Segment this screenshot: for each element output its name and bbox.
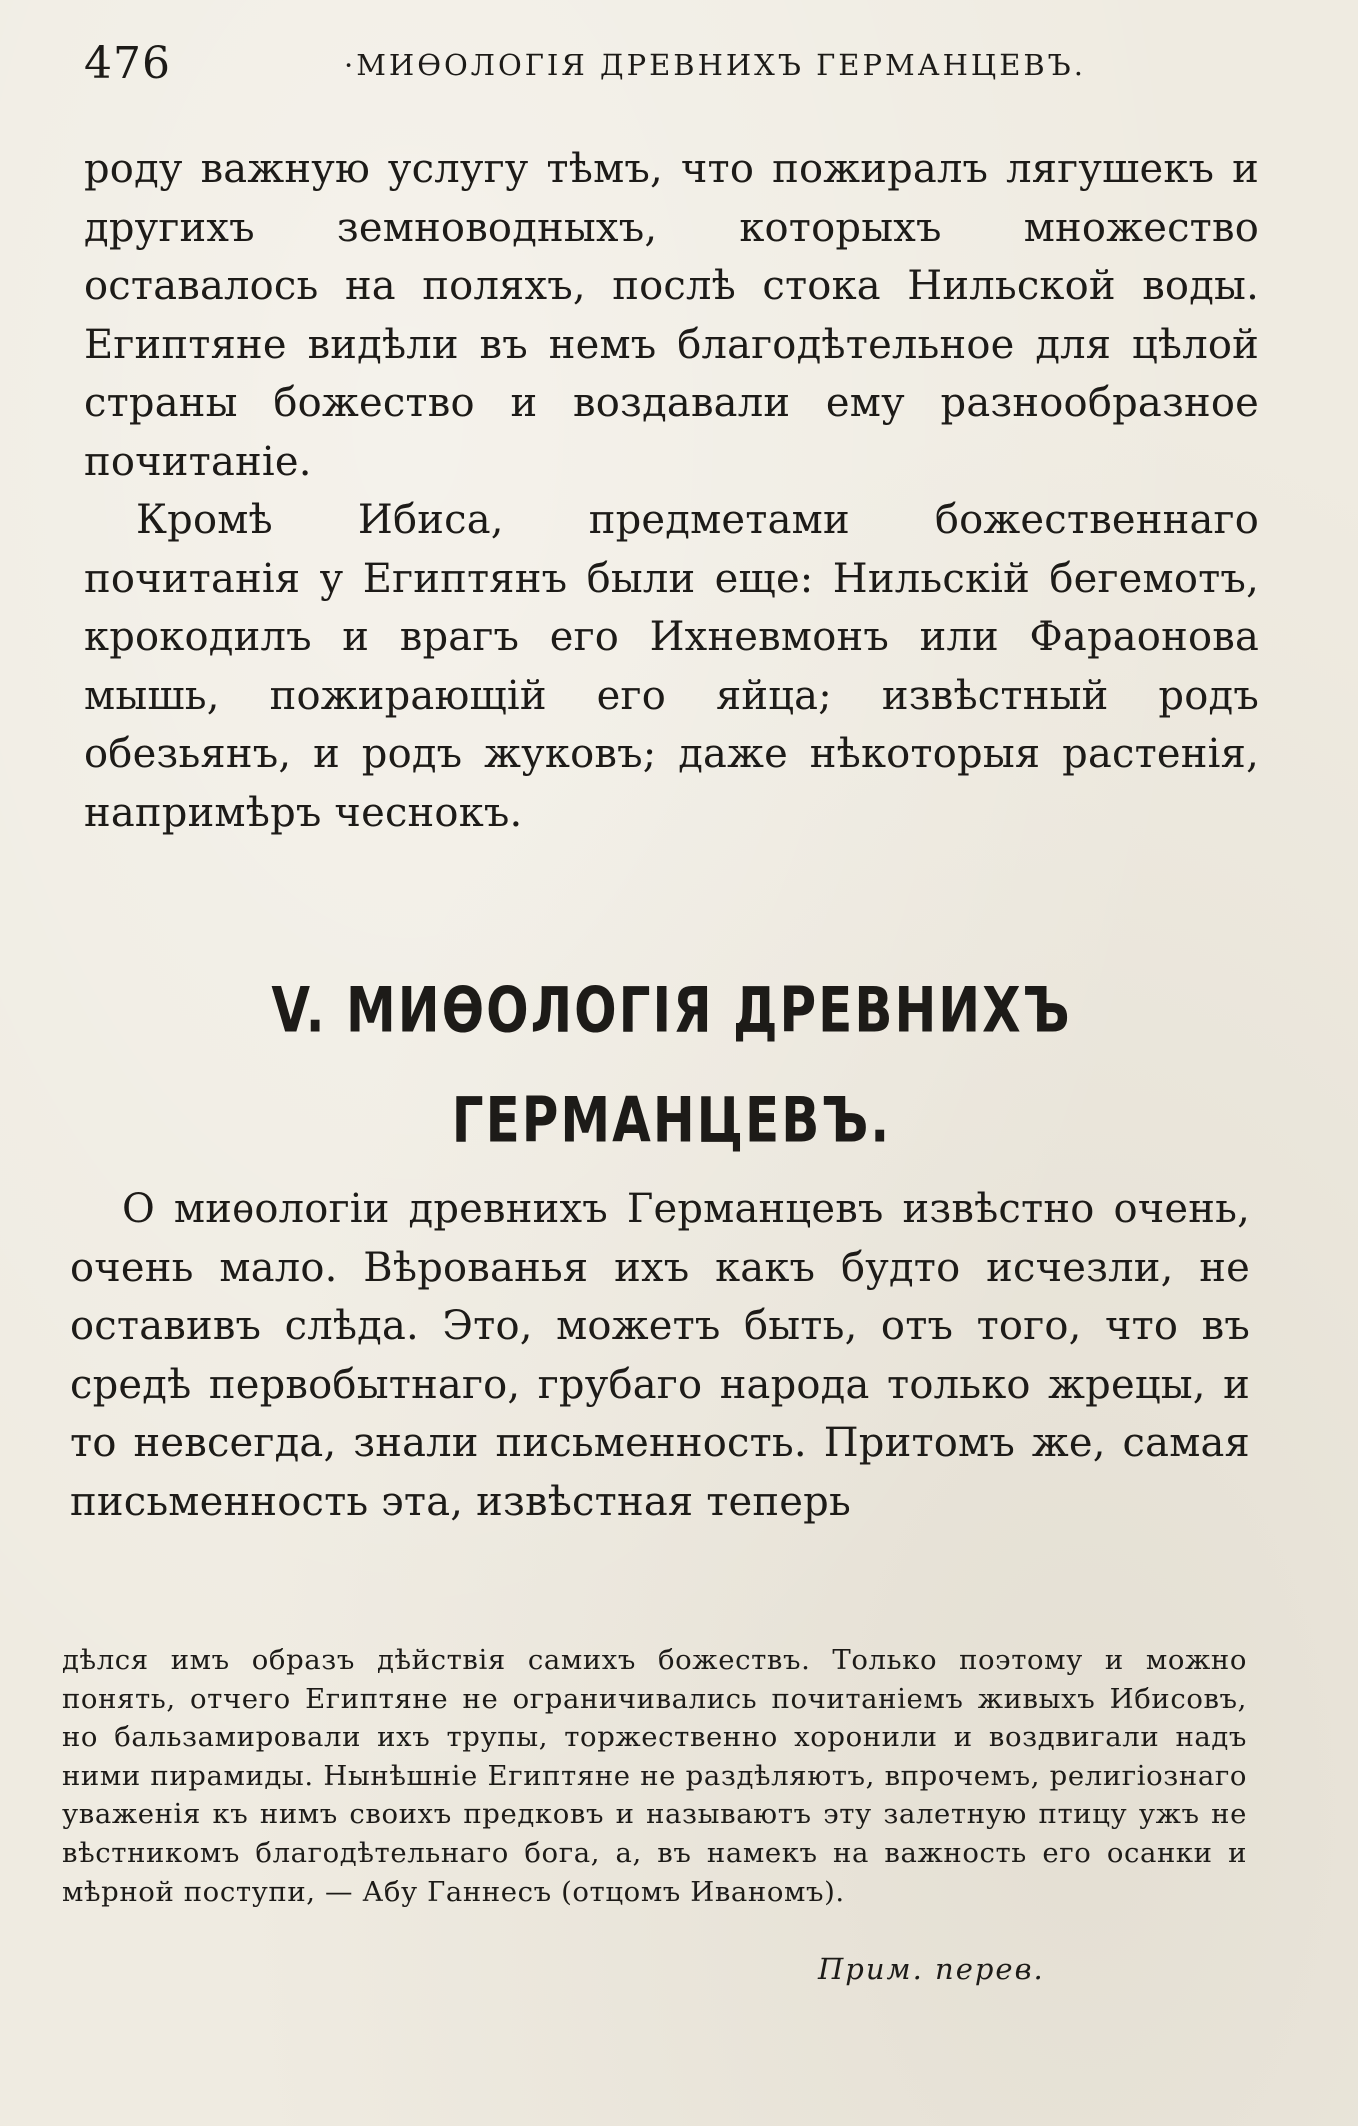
running-title: ·МИѲОЛОГІЯ ДРЕВНИХЪ ГЕРМАНЦЕВЪ.: [344, 48, 1086, 82]
footnote: дѣлся имъ образъ дѣйствія самихъ божествъ. Только поэтому и можно понять, отчего Египтяне не ограничивались почитаніемъ живыхъ Ибисовъ, но бальзамировали ихъ трупы, торжественно хоронили и воздвигали надъ ними пирамиды. Нынѣшніе Египтяне не раздѣляютъ, впрочемъ, религіознаго уваженія къ нимъ своихъ предковъ и называютъ эту залетную птицу ужъ не вѣстникомъ благодѣтельнаго бога, а, въ намекъ на важность его осанки и мѣрной поступи, — Абу Ганнесъ (отцомъ Иваномъ).: [62, 1644, 1247, 1908]
page-number: 476: [84, 38, 171, 89]
section-heading: V. МИѲОЛОГІЯ ДРЕВНИХЪ ГЕРМАНЦЕВЪ.: [271, 973, 1072, 1157]
paragraph-ibis-continued: роду важную услугу тѣмъ, что пожиралъ лягушекъ и другихъ земноводныхъ, которыхъ множество оставалось на поляхъ, послѣ стока Нильской воды. Египтяне видѣли въ немъ благодѣтельное для цѣлой страны божество и воздавали ему разнообразное почитаніе.: [84, 146, 1259, 485]
translator-note-signature: Прим. перев.: [818, 1952, 1045, 1986]
paragraph-sacred-animals: Кромѣ Ибиса, предметами божественнаго почитанія у Египтянъ были еще: Нильскій бегемотъ, крокодилъ и врагъ его Ихневмонъ или Фараонова мышь, пожирающій его яйца; извѣстный родъ обезьянъ, и родъ жуковъ; даже нѣкоторыя растенія, напримѣръ чеснокъ.: [84, 497, 1259, 836]
page-header: [84, 38, 1264, 98]
paragraph-german-mythology: О миѳологіи древнихъ Германцевъ извѣстно очень, очень мало. Вѣрованья ихъ какъ будто исчезли, не оставивъ слѣда. Это, можетъ быть, отъ того, что въ средѣ первобытнаго, грубаго народа только жрецы, и то невсегда, знали письменность. Притомъ же, самая письменность эта, извѣстная теперь: [70, 1186, 1250, 1525]
